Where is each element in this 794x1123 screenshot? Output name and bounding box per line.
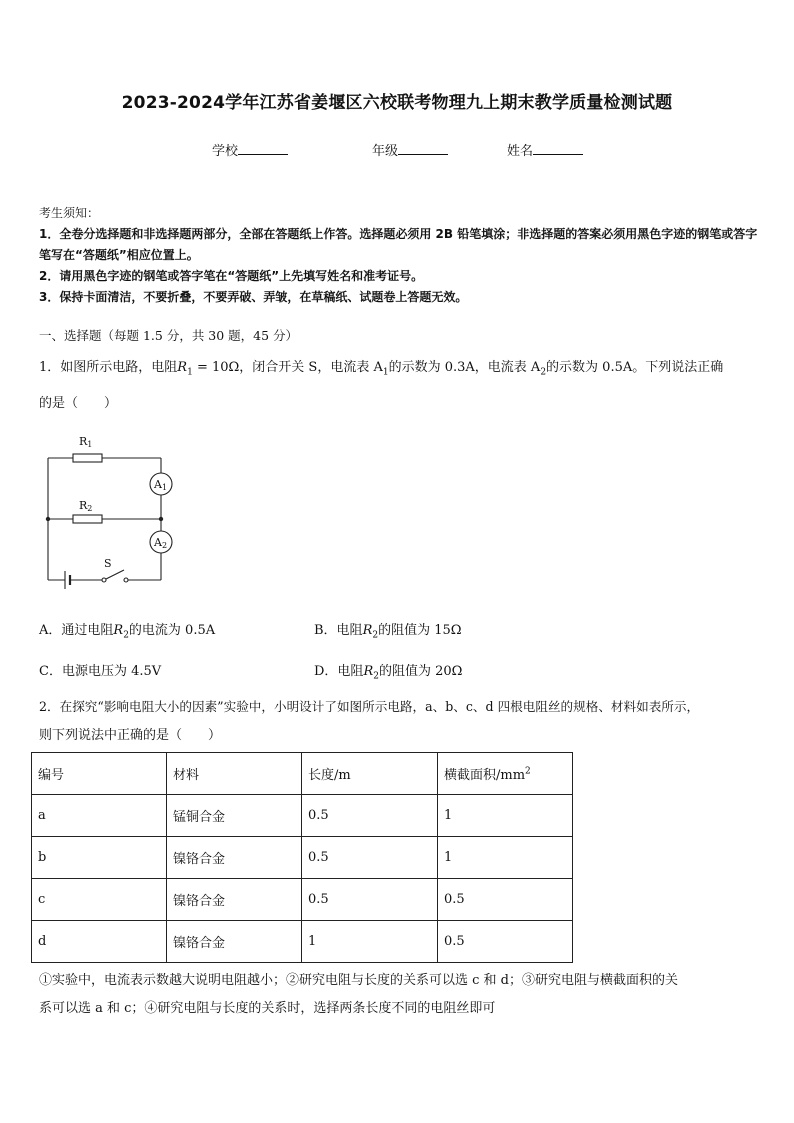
switch-label: S — [104, 557, 112, 570]
statements-line-1: ①实验中，电流表示数越大说明电阻越小；②研究电阻与长度的关系可以选 c 和 d；③研究电阻与横截面积的关 — [39, 973, 679, 988]
circuit-diagram — [38, 428, 188, 598]
q1-r1-value: = 10Ω — [192, 360, 240, 375]
school-blank[interactable] — [238, 140, 288, 155]
a1-label: A1 — [154, 478, 168, 492]
table-cell: 1 — [438, 837, 573, 879]
resistor-r1-symbol — [73, 454, 102, 462]
q1-option-d[interactable]: D．电阻$R_2$的阻值为 20Ω — [314, 664, 463, 682]
school-label: 学校 — [212, 144, 239, 159]
notice-item-2: 2．请用黑色字迹的钢笔或答字笔在“答题纸”上先填写姓名和准考证号。 — [39, 269, 424, 283]
table-cell: d — [32, 921, 167, 963]
table-cell: b — [32, 837, 167, 879]
question-1-stem-line2: 的是（ ） — [39, 396, 118, 411]
section-heading: 一、选择题（每题 1.5 分，共 30 题，45 分） — [39, 328, 299, 343]
header-cell: 长度/m — [302, 753, 438, 795]
q1-a2-sub: 2 — [540, 367, 547, 378]
question-1-stem — [39, 358, 759, 383]
header-cell: 材料 — [167, 753, 302, 795]
resistor-r2-symbol — [73, 515, 102, 523]
q1-text-part: 1．如图所示电路，电阻 — [39, 360, 178, 375]
table-cell: 镍铬合金 — [167, 837, 302, 879]
question-2-stem-line2: 则下列说法中正确的是（ ） — [39, 728, 222, 743]
r1-label: R1 — [79, 435, 93, 449]
grade-field[interactable] — [372, 140, 448, 159]
q1-option-b[interactable]: B．电阻$R_2$的阻值为 15Ω — [314, 623, 462, 641]
table-cell: 0.5 — [302, 879, 438, 921]
q1-r1-symbol: R — [177, 360, 188, 375]
q1-r1-sub: 1 — [187, 367, 193, 378]
table-cell: 镍铬合金 — [167, 879, 302, 921]
name-blank[interactable] — [533, 140, 583, 155]
q1-text-part: ，闭合开关 S，电流表 A — [239, 360, 383, 375]
junction-dot-left — [46, 517, 50, 521]
table-header-row — [32, 753, 573, 795]
table-cell: 0.5 — [302, 837, 438, 879]
table-row — [32, 921, 573, 963]
notice-item-3: 3．保持卡面清洁，不要折叠，不要弄破、弄皱，在草稿纸、试题卷上答题无效。 — [39, 290, 468, 304]
q1-option-a[interactable]: A．通过电阻$R_2$的电流为 0.5A — [39, 623, 216, 641]
table-cell: 镍铬合金 — [167, 921, 302, 963]
table-cell: 0.5 — [438, 879, 573, 921]
page-title: 2023-2024学年江苏省姜堰区六校联考物理九上期末教学质量检测试题 — [121, 93, 673, 113]
resistor-wire-table — [31, 752, 573, 963]
name-label: 姓名 — [507, 144, 534, 159]
table-cell: 0.5 — [302, 795, 438, 837]
a2-label: A2 — [154, 536, 168, 550]
header-cell: 编号 — [32, 753, 167, 795]
grade-label: 年级 — [372, 144, 399, 159]
question-2-statements — [39, 967, 759, 1023]
table-cell: 锰铜合金 — [167, 795, 302, 837]
notice-heading: 考生须知： — [39, 206, 100, 220]
grade-blank[interactable] — [398, 140, 448, 155]
statements-line-2: 系可以选 a 和 c；④研究电阻与长度的关系时，选择两条长度不同的电阻丝即可 — [39, 1001, 496, 1016]
q1-text-part: 的示数为 0.5A。下列说法正确 — [546, 360, 724, 375]
question-2-stem: 2．在探究“影响电阻大小的因素”实验中，小明设计了如图所示电路，a、b、c、d 四根电阻丝的规格、材料如表所示， — [39, 699, 700, 714]
switch-lever — [106, 570, 124, 579]
name-field[interactable] — [507, 140, 583, 159]
q1-text-part: 的示数为 0.3A，电流表 A — [388, 360, 541, 375]
table-row — [32, 879, 573, 921]
table-row — [32, 795, 573, 837]
table-cell: 1 — [438, 795, 573, 837]
table-cell: 1 — [302, 921, 438, 963]
exam-notice — [39, 203, 759, 308]
r2-label: R2 — [79, 499, 93, 513]
q1-a1-sub: 1 — [382, 367, 389, 378]
table-row — [32, 837, 573, 879]
table-cell: c — [32, 879, 167, 921]
notice-item-1: 1．全卷分选择题和非选择题两部分，全部在答题纸上作答。选择题必须用 2B 铅笔填涂；非选择题的答案必须用黑色字迹的钢笔或答字笔写在“答题纸”相应位置上。 — [39, 227, 758, 262]
table-cell: a — [32, 795, 167, 837]
header-cell: 横截面积$/mm^2$ — [438, 753, 573, 795]
student-info-fields — [0, 140, 794, 160]
q1-option-c[interactable]: C．电源电压为 4.5V — [39, 664, 162, 679]
table-cell: 0.5 — [438, 921, 573, 963]
junction-dot-right — [159, 517, 163, 521]
school-field[interactable] — [212, 140, 288, 159]
